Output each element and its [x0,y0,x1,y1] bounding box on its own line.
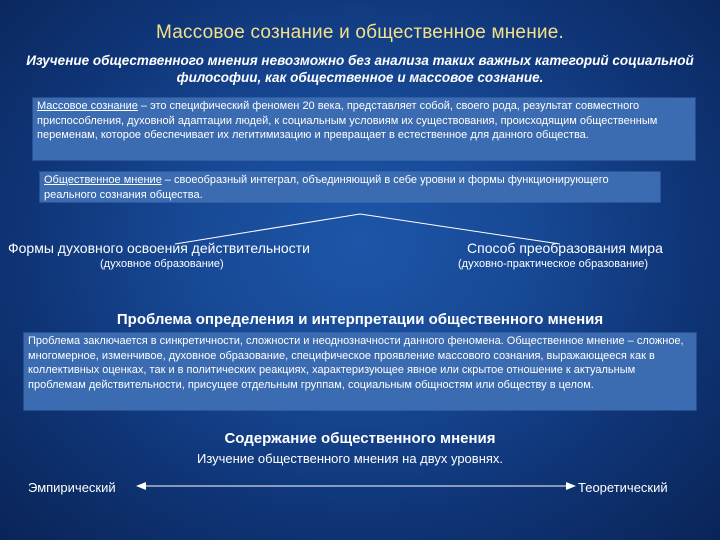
slide-title: Массовое сознание и общественное мнение. [156,22,564,43]
form-left-subtitle: (духовное образование) [100,258,224,270]
intro-text: Изучение общественного мнения невозможно без анализа таких важных категорий социальной философии, как общественное и массовое сознание. [26,53,694,85]
mass-consciousness-definition: – это специфический феномен 20 века, представляет собой, своего рода, результат совместного приспособления, духовной адаптации людей, к социальным условиям их существования, происходящим общественным переменам, которое обеспечивает их легитимизацию и превращает в естественное для данного общества. [37,100,658,141]
form-right-subtitle: (духовно-практическое образование) [458,258,649,270]
public-opinion-term: Общественное мнение [44,174,162,186]
content-title: Содержание общественного мнения [224,430,496,447]
level-theoretical: Теоретический [578,480,668,495]
form-right-title: Способ преобразования мира [467,240,663,256]
problem-title: Проблема определения и интерпретации общественного мнения [116,311,604,328]
content-subtitle: Изучение общественного мнения на двух уровнях. [196,451,504,466]
arrow-left-head [136,482,146,490]
form-left-title: Формы духовного освоения действительности [8,240,310,256]
problem-panel [24,333,696,410]
public-opinion-definition: – своеобразный интеграл, объединяющий в себе уровни и формы функционирующего реального сознания общества. [44,174,609,201]
arrow-right-head [566,482,576,490]
problem-text: Проблема заключается в синкретичности, сложности и неоднозначности данного феномена. Общественное мнение – сложное, многомерное, изменчивое, духовное образование, специфическое проявление массового сознания, выражающееся как в коллективных оценках, так и в политических реакциях, характеризующее явное или скрытое отношение к актуальным проблемам действительности, присущее отдельным группам, социальным общностям или обществу в целом. [28,335,684,391]
level-empirical: Эмпирический [28,480,116,495]
mass-consciousness-term: Массовое сознание [37,100,138,112]
